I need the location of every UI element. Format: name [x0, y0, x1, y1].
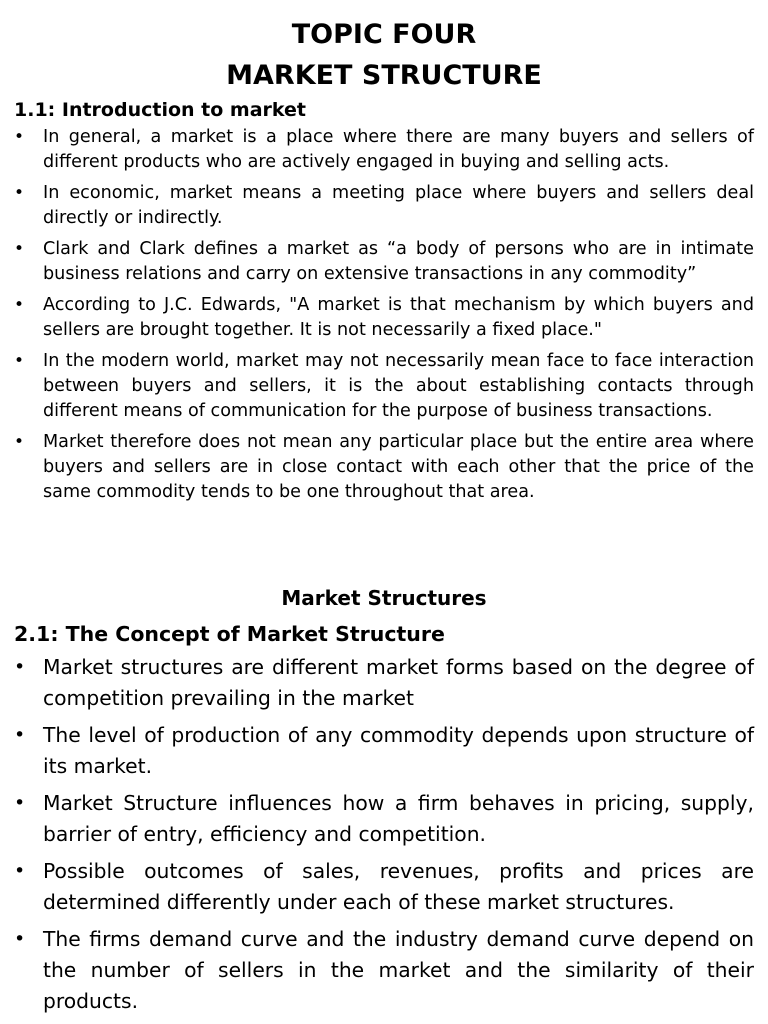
concept-heading: 2.1: The Concept of Market Structure: [14, 622, 445, 646]
main-title: MARKET STRUCTURE: [226, 60, 542, 91]
bullet-icon: •: [14, 432, 25, 452]
topic-title: TOPIC FOUR: [291, 19, 477, 50]
list-item-text: Market Structure influences how a firm behaves in pricing, supply, barrier of entry, efficiency and competition.: [43, 791, 754, 846]
list-item-text: In the modern world, market may not necessarily mean face to face interaction between buyers and sellers, it is the about establishing contacts through different means of communication for the purpose of business transactions.: [43, 351, 754, 421]
market-structures-heading: Market Structures: [281, 586, 487, 610]
bullet-icon: •: [14, 351, 25, 371]
list-item-text: Market therefore does not mean any particular place but the entire area where buyers and sellers are in close contact with each other that the price of the same commodity tends to be one throughout that area.: [43, 432, 754, 502]
bullet-icon: •: [14, 724, 26, 746]
list-item: [14, 788, 754, 850]
bullet-icon: •: [14, 127, 25, 147]
list-item-text: Market structures are different market forms based on the degree of competition prevailing in the market: [43, 655, 754, 710]
list-item: [14, 720, 754, 782]
introduction-heading: 1.1: Introduction to market: [14, 99, 306, 121]
bullet-icon: •: [14, 183, 25, 203]
list-item-text: Clark and Clark defines a market as “a body of persons who are in intimate business relations and carry on extensive transactions in any commodity”: [43, 239, 754, 284]
list-item: [14, 856, 754, 918]
list-item: [14, 181, 754, 231]
list-item: [14, 430, 754, 505]
list-item-text: The firms demand curve and the industry demand curve depend on the number of sellers in the market and the similarity of their products.: [43, 927, 754, 1013]
bullet-icon: •: [14, 928, 26, 950]
list-item: [14, 293, 754, 343]
list-item-text: In general, a market is a place where there are many buyers and sellers of different products who are actively engaged in buying and selling acts.: [43, 127, 754, 172]
list-item-text: Possible outcomes of sales, revenues, profits and prices are determined differently under each of these market structures.: [43, 859, 754, 914]
list-item: [14, 125, 754, 175]
bullet-icon: •: [14, 792, 26, 814]
list-item: [14, 349, 754, 424]
introduction-section: [14, 97, 754, 511]
bullet-icon: •: [14, 656, 26, 678]
concept-section: [14, 619, 754, 1023]
list-item: [14, 652, 754, 714]
title-block: [0, 14, 768, 96]
list-item-text: According to J.C. Edwards, "A market is that mechanism by which buyers and sellers are brought together. It is not necessarily a fixed place.": [43, 295, 754, 340]
concept-bullet-list: [14, 652, 754, 1017]
bullet-icon: •: [14, 295, 25, 315]
bullet-icon: •: [14, 239, 25, 259]
list-item-text: In economic, market means a meeting place where buyers and sellers deal directly or indirectly.: [43, 183, 754, 228]
bullet-icon: •: [14, 860, 26, 882]
list-item: [14, 237, 754, 287]
list-item: [14, 924, 754, 1017]
introduction-bullet-list: [14, 125, 754, 505]
list-item-text: The level of production of any commodity depends upon structure of its market.: [43, 723, 754, 778]
